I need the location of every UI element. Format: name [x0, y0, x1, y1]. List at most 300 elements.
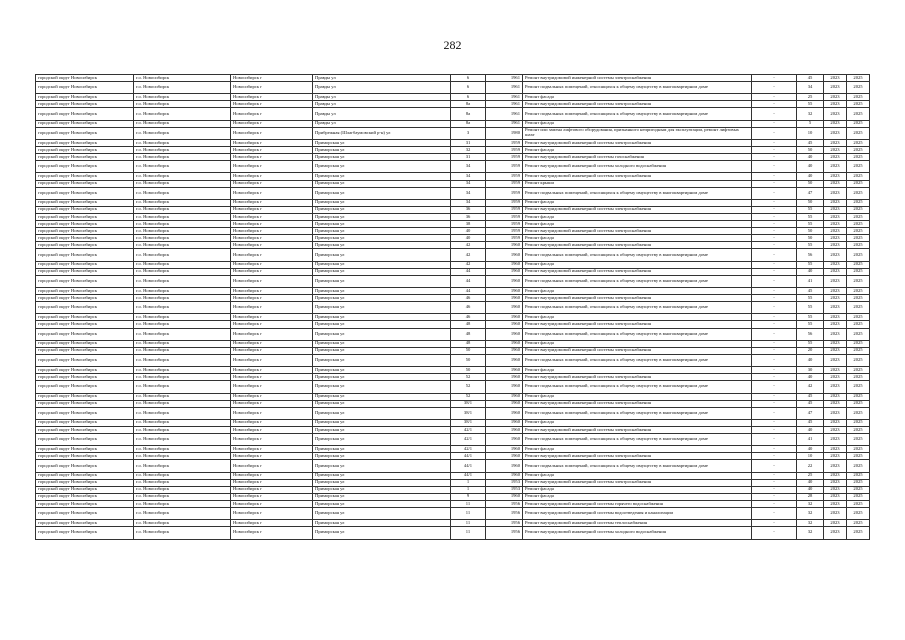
cell-street: Приморская ул: [313, 479, 451, 486]
cell-amount: 55: [797, 302, 824, 314]
table-row: [36, 367, 870, 374]
cell-city: Новосибирск г: [231, 486, 313, 493]
cell-city: Новосибирск г: [231, 419, 313, 426]
cell-city: Новосибирск г: [231, 127, 313, 139]
cell-amount: 55: [797, 242, 824, 249]
cell-plan_start: 2023: [824, 82, 847, 94]
cell-district: городской округ Новосибирск: [36, 75, 134, 82]
cell-city: Новосибирск г: [231, 268, 313, 275]
cell-year: 1960: [486, 347, 523, 354]
cell-city_type: г.о. Новосибирск: [134, 321, 231, 328]
cell-city: Новосибирск г: [231, 354, 313, 366]
cell-city_type: г.о. Новосибирск: [134, 288, 231, 295]
cell-house: 3: [451, 127, 486, 139]
cell-district: городской округ Новосибирск: [36, 460, 134, 472]
cell-amount: 45: [797, 419, 824, 426]
table-row: [36, 520, 870, 527]
cell-city: Новосибирск г: [231, 213, 313, 220]
cell-house: 50: [451, 347, 486, 354]
cell-plan_start: 2023: [824, 147, 847, 154]
cell-city: Новосибирск г: [231, 147, 313, 154]
cell-amount: 55: [797, 314, 824, 321]
cell-year: 1960: [486, 446, 523, 453]
cell-district: городской округ Новосибирск: [36, 120, 134, 127]
cell-city: Новосибирск г: [231, 446, 313, 453]
cell-amount: 40: [797, 154, 824, 161]
cell-city_type: г.о. Новосибирск: [134, 242, 231, 249]
table-row: [36, 501, 870, 508]
cell-district: городской округ Новосибирск: [36, 101, 134, 108]
cell-year: 1960: [486, 460, 523, 472]
cell-amount: 55: [797, 340, 824, 347]
cell-work: Ремонт подвальных помещений, относящихся к общему имуществу в многоквартирном доме: [523, 381, 752, 393]
cell-plan_end: 2025: [847, 419, 870, 426]
cell-house: 6: [451, 94, 486, 101]
cell-dash: -: [752, 374, 797, 381]
table-row: [36, 460, 870, 472]
cell-dash: -: [752, 520, 797, 527]
table-row: [36, 154, 870, 161]
cell-house: 48: [451, 340, 486, 347]
table-row: [36, 261, 870, 268]
cell-street: Приморская ул: [313, 206, 451, 213]
cell-year: 1960: [486, 288, 523, 295]
table-row: [36, 419, 870, 426]
cell-street: Приморская ул: [313, 228, 451, 235]
table-row: [36, 486, 870, 493]
cell-city: Новосибирск г: [231, 340, 313, 347]
cell-amount: 55: [797, 221, 824, 228]
cell-city: Новосибирск г: [231, 108, 313, 120]
cell-city_type: г.о. Новосибирск: [134, 101, 231, 108]
cell-plan_start: 2023: [824, 486, 847, 493]
cell-street: Правды ул: [313, 108, 451, 120]
cell-plan_end: 2025: [847, 486, 870, 493]
cell-year: 1959: [486, 213, 523, 220]
cell-house: 52: [451, 374, 486, 381]
cell-amount: 5: [797, 120, 824, 127]
cell-district: городской округ Новосибирск: [36, 302, 134, 314]
cell-amount: 41: [797, 275, 824, 287]
cell-city_type: г.о. Новосибирск: [134, 493, 231, 500]
cell-work: Ремонт внутридомовой инженерной системы холодного водоснабжения: [523, 161, 752, 173]
cell-year: 1961: [486, 101, 523, 108]
table-row: [36, 302, 870, 314]
cell-city: Новосибирск г: [231, 520, 313, 527]
cell-work: Ремонт внутридомовой инженерной системы электроснабжения: [523, 75, 752, 82]
table-row: [36, 147, 870, 154]
cell-amount: 40: [797, 374, 824, 381]
cell-plan_end: 2025: [847, 161, 870, 173]
cell-city: Новосибирск г: [231, 221, 313, 228]
table-row: [36, 446, 870, 453]
table-row: [36, 295, 870, 302]
cell-plan_end: 2025: [847, 354, 870, 366]
cell-work: Ремонт фасада: [523, 235, 752, 242]
cell-plan_start: 2023: [824, 340, 847, 347]
cell-work: Ремонт подвальных помещений, относящихся к общему имуществу в многоквартирном доме: [523, 108, 752, 120]
cell-plan_start: 2023: [824, 419, 847, 426]
cell-dash: -: [752, 161, 797, 173]
cell-plan_end: 2025: [847, 479, 870, 486]
cell-house: 38/1: [451, 400, 486, 407]
cell-work: Ремонт внутридомовой инженерной системы газоснабжения: [523, 154, 752, 161]
cell-district: городской округ Новосибирск: [36, 249, 134, 261]
cell-plan_start: 2023: [824, 321, 847, 328]
cell-dash: -: [752, 94, 797, 101]
cell-house: 11: [451, 508, 486, 520]
cell-dash: -: [752, 228, 797, 235]
cell-work: Ремонт подвальных помещений, относящихся к общему имуществу в многоквартирном доме: [523, 434, 752, 446]
table-row: [36, 180, 870, 187]
table-row: [36, 221, 870, 228]
cell-plan_end: 2025: [847, 453, 870, 460]
cell-work: Ремонт фасада: [523, 393, 752, 400]
cell-year: 1956: [486, 520, 523, 527]
cell-year: 1961: [486, 82, 523, 94]
cell-work: Ремонт внутридомовой инженерной системы электроснабжения: [523, 321, 752, 328]
cell-district: городской округ Новосибирск: [36, 213, 134, 220]
table-row: [36, 321, 870, 328]
cell-work: Ремонт подвальных помещений, относящихся к общему имуществу в многоквартирном доме: [523, 460, 752, 472]
cell-work: Ремонт подвальных помещений, относящихся к общему имуществу в многоквартирном доме: [523, 328, 752, 340]
cell-house: 34: [451, 173, 486, 180]
cell-street: Приморская ул: [313, 508, 451, 520]
cell-dash: -: [752, 199, 797, 206]
cell-year: 1960: [486, 374, 523, 381]
cell-street: Приморская ул: [313, 453, 451, 460]
cell-plan_end: 2025: [847, 472, 870, 479]
cell-city: Новосибирск г: [231, 288, 313, 295]
cell-work: Ремонт фасада: [523, 486, 752, 493]
cell-year: 1960: [486, 472, 523, 479]
cell-street: Приморская ул: [313, 472, 451, 479]
cell-city_type: г.о. Новосибирск: [134, 180, 231, 187]
cell-city_type: г.о. Новосибирск: [134, 261, 231, 268]
cell-city_type: г.о. Новосибирск: [134, 347, 231, 354]
cell-amount: 55: [797, 261, 824, 268]
cell-plan_start: 2023: [824, 242, 847, 249]
cell-amount: 32: [797, 501, 824, 508]
cell-work: Ремонт фасада: [523, 314, 752, 321]
table-row: [36, 268, 870, 275]
cell-year: 1959: [486, 147, 523, 154]
cell-dash: -: [752, 127, 797, 139]
cell-dash: -: [752, 354, 797, 366]
cell-district: городской округ Новосибирск: [36, 82, 134, 94]
cell-city_type: г.о. Новосибирск: [134, 434, 231, 446]
cell-work: Ремонт внутридомовой инженерной системы электроснабжения: [523, 173, 752, 180]
cell-dash: -: [752, 453, 797, 460]
cell-house: 44/1: [451, 453, 486, 460]
cell-plan_start: 2023: [824, 314, 847, 321]
cell-district: городской округ Новосибирск: [36, 154, 134, 161]
cell-dash: -: [752, 139, 797, 146]
cell-city: Новосибирск г: [231, 347, 313, 354]
cell-work: Ремонт подвальных помещений, относящихся к общему имуществу в многоквартирном доме: [523, 82, 752, 94]
cell-district: городской округ Новосибирск: [36, 347, 134, 354]
cell-city_type: г.о. Новосибирск: [134, 228, 231, 235]
cell-amount: 45: [797, 400, 824, 407]
cell-amount: 50: [797, 228, 824, 235]
cell-street: Приморская ул: [313, 493, 451, 500]
cell-street: Приморская ул: [313, 486, 451, 493]
cell-plan_end: 2025: [847, 493, 870, 500]
cell-city_type: г.о. Новосибирск: [134, 381, 231, 393]
cell-year: 1961: [486, 108, 523, 120]
cell-house: 44: [451, 275, 486, 287]
cell-work: Ремонт внутридомовой инженерной системы электроснабжения: [523, 228, 752, 235]
cell-dash: -: [752, 321, 797, 328]
cell-city_type: г.о. Новосибирск: [134, 94, 231, 101]
cell-amount: 55: [797, 321, 824, 328]
cell-street: Приморская ул: [313, 400, 451, 407]
cell-work: Ремонт подвальных помещений, относящихся к общему имуществу в многоквартирном доме: [523, 275, 752, 287]
cell-dash: -: [752, 367, 797, 374]
cell-city: Новосибирск г: [231, 460, 313, 472]
cell-district: городской округ Новосибирск: [36, 180, 134, 187]
cell-plan_start: 2023: [824, 206, 847, 213]
cell-district: городской округ Новосибирск: [36, 453, 134, 460]
cell-house: 11: [451, 527, 486, 539]
cell-year: 1960: [486, 314, 523, 321]
cell-work: Ремонт фасада: [523, 340, 752, 347]
cell-plan_end: 2025: [847, 75, 870, 82]
cell-dash: -: [752, 314, 797, 321]
cell-amount: 55: [797, 206, 824, 213]
table-row: [36, 400, 870, 407]
cell-plan_end: 2025: [847, 199, 870, 206]
cell-dash: -: [752, 101, 797, 108]
cell-city_type: г.о. Новосибирск: [134, 407, 231, 419]
table-row: [36, 275, 870, 287]
cell-plan_start: 2023: [824, 213, 847, 220]
cell-street: Приморская ул: [313, 221, 451, 228]
cell-city_type: г.о. Новосибирск: [134, 213, 231, 220]
cell-year: 1960: [486, 400, 523, 407]
cell-city: Новосибирск г: [231, 173, 313, 180]
cell-work: Ремонт внутридомовой инженерной системы электроснабжения: [523, 400, 752, 407]
cell-district: городской округ Новосибирск: [36, 486, 134, 493]
cell-street: Приморская ул: [313, 354, 451, 366]
cell-district: городской округ Новосибирск: [36, 419, 134, 426]
cell-district: городской округ Новосибирск: [36, 161, 134, 173]
cell-city: Новосибирск г: [231, 120, 313, 127]
cell-city: Новосибирск г: [231, 249, 313, 261]
table-row: [36, 472, 870, 479]
cell-house: 42/1: [451, 426, 486, 433]
table-row: [36, 393, 870, 400]
cell-year: 1960: [486, 249, 523, 261]
cell-city_type: г.о. Новосибирск: [134, 302, 231, 314]
cell-work: Ремонт внутридомовой инженерной системы электроснабжения: [523, 453, 752, 460]
cell-plan_end: 2025: [847, 400, 870, 407]
cell-plan_start: 2023: [824, 374, 847, 381]
cell-city: Новосибирск г: [231, 139, 313, 146]
cell-plan_start: 2023: [824, 520, 847, 527]
cell-district: городской округ Новосибирск: [36, 235, 134, 242]
cell-amount: 40: [797, 161, 824, 173]
cell-city: Новосибирск г: [231, 314, 313, 321]
cell-plan_end: 2025: [847, 228, 870, 235]
cell-year: 1960: [486, 328, 523, 340]
cell-year: 1961: [486, 75, 523, 82]
cell-plan_start: 2023: [824, 328, 847, 340]
cell-plan_start: 2023: [824, 154, 847, 161]
cell-city: Новосибирск г: [231, 82, 313, 94]
cell-district: городской округ Новосибирск: [36, 173, 134, 180]
cell-dash: -: [752, 472, 797, 479]
cell-street: Приморская ул: [313, 314, 451, 321]
cell-plan_end: 2025: [847, 206, 870, 213]
cell-year: 1960: [486, 340, 523, 347]
cell-dash: -: [752, 347, 797, 354]
cell-house: 32: [451, 147, 486, 154]
table-row: [36, 527, 870, 539]
cell-street: Правды ул: [313, 82, 451, 94]
cell-amount: 32: [797, 508, 824, 520]
cell-plan_end: 2025: [847, 328, 870, 340]
cell-plan_start: 2023: [824, 221, 847, 228]
cell-year: 1960: [486, 354, 523, 366]
table-row: [36, 426, 870, 433]
cell-city: Новосибирск г: [231, 493, 313, 500]
cell-dash: -: [752, 340, 797, 347]
table-row: [36, 101, 870, 108]
cell-amount: 50: [797, 235, 824, 242]
cell-city_type: г.о. Новосибирск: [134, 446, 231, 453]
cell-city_type: г.о. Новосибирск: [134, 154, 231, 161]
cell-plan_start: 2023: [824, 187, 847, 199]
cell-district: городской округ Новосибирск: [36, 426, 134, 433]
cell-plan_end: 2025: [847, 381, 870, 393]
cell-house: 44/1: [451, 460, 486, 472]
cell-district: городской округ Новосибирск: [36, 94, 134, 101]
table-row: [36, 407, 870, 419]
cell-city: Новосибирск г: [231, 199, 313, 206]
cell-plan_end: 2025: [847, 347, 870, 354]
cell-city: Новосибирск г: [231, 261, 313, 268]
cell-city: Новосибирск г: [231, 527, 313, 539]
cell-district: городской округ Новосибирск: [36, 520, 134, 527]
cell-district: городской округ Новосибирск: [36, 493, 134, 500]
cell-dash: -: [752, 206, 797, 213]
cell-city_type: г.о. Новосибирск: [134, 400, 231, 407]
cell-city: Новосибирск г: [231, 321, 313, 328]
table-row: [36, 173, 870, 180]
cell-city: Новосибирск г: [231, 472, 313, 479]
cell-plan_start: 2023: [824, 434, 847, 446]
cell-street: Прибрежная (Шлагбаумовский р-н) ул: [313, 127, 451, 139]
cell-year: 1961: [486, 94, 523, 101]
cell-house: 1: [451, 479, 486, 486]
cell-work: Ремонт фасада: [523, 147, 752, 154]
cell-house: 9: [451, 493, 486, 500]
cell-dash: -: [752, 446, 797, 453]
cell-street: Приморская ул: [313, 501, 451, 508]
cell-plan_start: 2023: [824, 161, 847, 173]
cell-amount: 40: [797, 486, 824, 493]
cell-city_type: г.о. Новосибирск: [134, 295, 231, 302]
cell-amount: 20: [797, 347, 824, 354]
cell-amount: 50: [797, 199, 824, 206]
table-row: [36, 75, 870, 82]
cell-plan_end: 2025: [847, 82, 870, 94]
table-row: [36, 139, 870, 146]
cell-plan_start: 2023: [824, 249, 847, 261]
cell-street: Приморская ул: [313, 374, 451, 381]
cell-work: Ремонт подвальных помещений, относящихся к общему имуществу в многоквартирном доме: [523, 187, 752, 199]
cell-year: 1960: [486, 321, 523, 328]
cell-plan_end: 2025: [847, 314, 870, 321]
table-row: [36, 120, 870, 127]
cell-year: 1960: [486, 419, 523, 426]
cell-plan_start: 2023: [824, 261, 847, 268]
cell-house: 11: [451, 520, 486, 527]
cell-house: 50: [451, 367, 486, 374]
cell-city_type: г.о. Новосибирск: [134, 527, 231, 539]
cell-street: Приморская ул: [313, 520, 451, 527]
cell-amount: 10: [797, 127, 824, 139]
cell-house: 44: [451, 288, 486, 295]
cell-city: Новосибирск г: [231, 94, 313, 101]
cell-house: 1: [451, 486, 486, 493]
cell-amount: 50: [797, 147, 824, 154]
cell-city: Новосибирск г: [231, 374, 313, 381]
cell-dash: -: [752, 82, 797, 94]
cell-district: городской округ Новосибирск: [36, 221, 134, 228]
cell-plan_end: 2025: [847, 501, 870, 508]
cell-district: городской округ Новосибирск: [36, 328, 134, 340]
cell-district: городской округ Новосибирск: [36, 127, 134, 139]
cell-year: 1956: [486, 501, 523, 508]
cell-city_type: г.о. Новосибирск: [134, 249, 231, 261]
cell-street: Приморская ул: [313, 268, 451, 275]
cell-street: Приморская ул: [313, 275, 451, 287]
cell-year: 1960: [486, 434, 523, 446]
cell-plan_start: 2023: [824, 393, 847, 400]
cell-dash: -: [752, 75, 797, 82]
cell-house: 50: [451, 354, 486, 366]
cell-district: городской округ Новосибирск: [36, 393, 134, 400]
cell-year: 1960: [486, 268, 523, 275]
cell-work: Ремонт внутридомовой инженерной системы электроснабжения: [523, 101, 752, 108]
cell-house: 11: [451, 501, 486, 508]
table-row: [36, 187, 870, 199]
cell-dash: -: [752, 242, 797, 249]
cell-year: 1960: [486, 295, 523, 302]
table-row: [36, 288, 870, 295]
cell-house: 38: [451, 221, 486, 228]
cell-district: городской округ Новосибирск: [36, 446, 134, 453]
cell-plan_end: 2025: [847, 460, 870, 472]
cell-city_type: г.о. Новосибирск: [134, 367, 231, 374]
cell-work: Ремонт внутридомовой инженерной системы горячего водоснабжения: [523, 501, 752, 508]
cell-city: Новосибирск г: [231, 367, 313, 374]
cell-plan_end: 2025: [847, 520, 870, 527]
cell-year: 1959: [486, 139, 523, 146]
cell-city_type: г.о. Новосибирск: [134, 486, 231, 493]
cell-amount: 25: [797, 472, 824, 479]
cell-house: 6: [451, 75, 486, 82]
cell-district: городской округ Новосибирск: [36, 472, 134, 479]
cell-plan_start: 2023: [824, 453, 847, 460]
cell-work: Ремонт фасада: [523, 261, 752, 268]
cell-city_type: г.о. Новосибирск: [134, 393, 231, 400]
table-row: [36, 493, 870, 500]
cell-city: Новосибирск г: [231, 501, 313, 508]
cell-dash: -: [752, 275, 797, 287]
